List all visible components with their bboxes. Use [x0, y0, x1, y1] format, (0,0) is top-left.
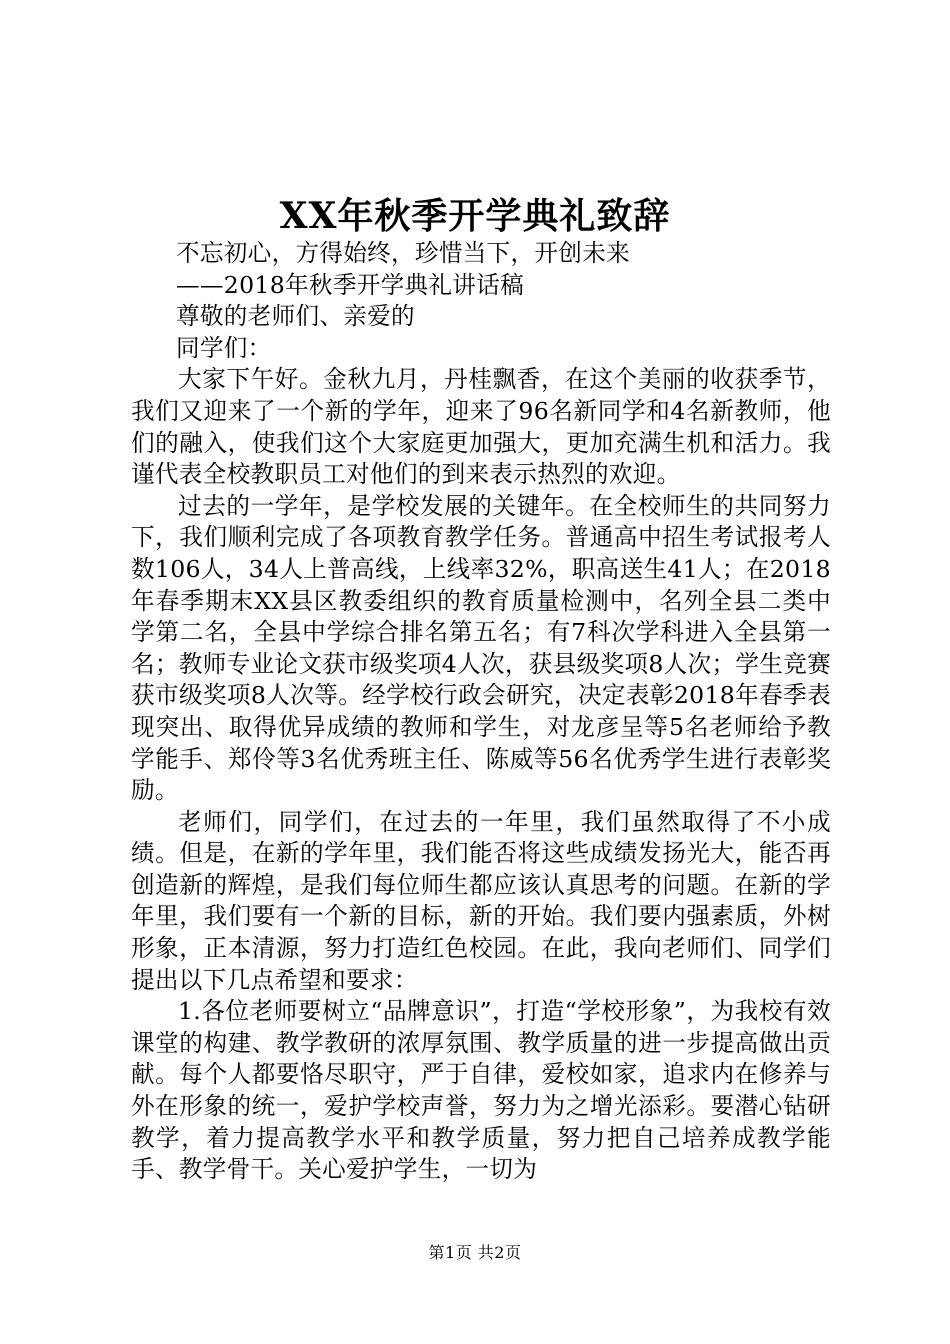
paragraph: 1.各位老师要树立“品牌意识”，打造“学校形象”，为我校有效课堂的构建、教学教研的浓厚氛围、教学质量的进一步提高做出贡献。每个人都要恪尽职守，严于自律，爱校如家，追求内在修养与外在形象的统一，爱护学校声誉，努力为之增光添彩。要潜心钻研教学，着力提高教学水平和教学质量，努力把自己培养成教学能手、教学骨干。关心爱护学生，一切为 [131, 997, 831, 1184]
document-body [131, 238, 831, 1186]
paragraph: 大家下午好。金秋九月，丹桂飘香，在这个美丽的收获季节，我们又迎来了一个新的学年，迎来了96名新同学和4名新教师，他们的融入，使我们这个大家庭更加强大，更加充满生机和活力。我谨代表全校教职员工对他们的到来表示热烈的欢迎。 [131, 365, 831, 489]
paragraph: 过去的一学年，是学校发展的关键年。在全校师生的共同努力下，我们顺利完成了各项教育教学任务。普通高中招生考试报考人数106人，34人上普高线，上线率32%，职高送生41人；在2018年春季期末XX县区教委组织的教育质量检测中，名列全县二类中学第二名，全县中学综合排名第五名；有7科次学科进入全县第一名；教师专业论文获市级奖项4人次，获县级奖项8人次；学生竞赛获市级奖项8人次等。经学校行政会研究，决定表彰2018年春季表现突出、取得优异成绩的教师和学生，对龙彦呈等5名老师给予教学能手、郑伶等3名优秀班主任、陈威等56名优秀学生进行表彰奖励。 [131, 491, 831, 805]
header-line: 尊敬的老师们、亲爱的 [176, 302, 415, 331]
page-number: 第1页 共2页 [428, 1243, 522, 1262]
header-line: 同学们： [176, 333, 272, 362]
page-title: XX年秋季开学典礼致辞 [279, 195, 671, 237]
header-line: 不忘初心，方得始终，珍惜当下，开创未来 [176, 239, 630, 267]
paragraph: 老师们，同学们，在过去的一年里，我们虽然取得了不小成绩。但是，在新的学年里，我们能否将这些成绩发扬光大，能否再创造新的辉煌，是我们每位师生都应该认真思考的问题。在新的学年里，我们要有一个新的目标，新的开始。我们要内强素质，外树形象，正本清源，努力打造红色校园。在此，我向老师们、同学们提出以下几点希望和要求： [131, 807, 831, 994]
header-line: ——2018年秋季开学典礼讲话稿 [176, 270, 524, 299]
